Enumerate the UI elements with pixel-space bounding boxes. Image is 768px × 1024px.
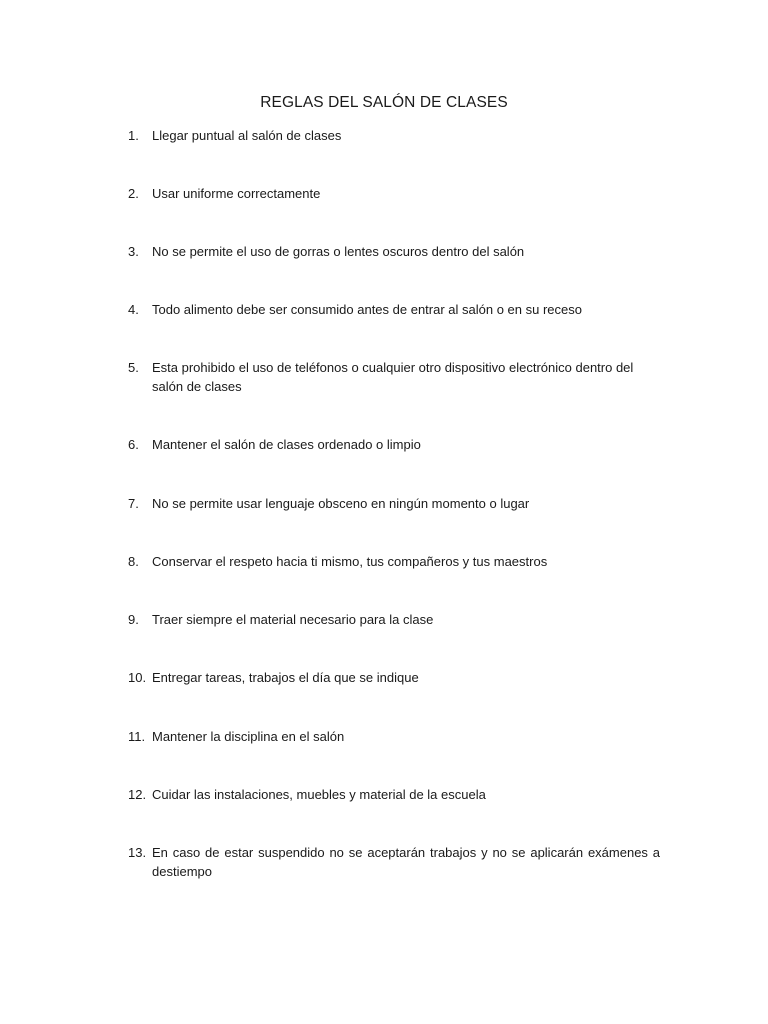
page-title: REGLAS DEL SALÓN DE CLASES (260, 94, 508, 111)
rule-number: 11. (128, 729, 146, 744)
rule-text: Usar uniforme correctamente (152, 186, 321, 201)
rule-text: Esta prohibido el uso de teléfonos o cualquier otro dispositivo electrónico dentro del salón de clases (152, 360, 634, 394)
rule-text: En caso de estar suspendido no se aceptarán trabajos y no se aplicarán exámenes a destiempo (152, 845, 660, 879)
rule-text: Entregar tareas, trabajos el día que se indique (152, 670, 419, 685)
rule-number: 1. (128, 128, 139, 143)
rule-text: Todo alimento debe ser consumido antes de entrar al salón o en su receso (152, 302, 582, 317)
rule-item (128, 126, 660, 145)
rule-text: Cuidar las instalaciones, muebles y material de la escuela (152, 787, 486, 802)
rule-item (128, 358, 660, 396)
rule-number: 7. (128, 496, 139, 511)
rule-item (128, 494, 660, 513)
rule-number: 13. (128, 845, 147, 860)
rule-text: Traer siempre el material necesario para la clase (152, 612, 434, 627)
rule-item (128, 610, 660, 629)
rule-item (128, 242, 660, 261)
rule-number: 3. (128, 244, 139, 259)
rule-number: 10. (128, 670, 147, 685)
rule-item (128, 552, 660, 571)
rule-text: No se permite usar lenguaje obsceno en ningún momento o lugar (152, 496, 530, 511)
rule-item (128, 184, 660, 203)
rule-number: 4. (128, 302, 139, 317)
rule-number: 6. (128, 437, 139, 452)
rule-text: Mantener la disciplina en el salón (152, 729, 345, 744)
rule-text: Llegar puntual al salón de clases (152, 128, 342, 143)
rule-item (128, 435, 660, 454)
rule-item (128, 843, 660, 881)
rule-text: Conservar el respeto hacia ti mismo, tus compañeros y tus maestros (152, 554, 548, 569)
rule-text: No se permite el uso de gorras o lentes oscuros dentro del salón (152, 244, 525, 259)
rule-number: 8. (128, 554, 139, 569)
rule-number: 9. (128, 612, 139, 627)
rule-item (128, 668, 660, 687)
rule-number: 5. (128, 360, 139, 375)
rule-text: Mantener el salón de clases ordenado o limpio (152, 437, 421, 452)
rule-item (128, 300, 660, 319)
rule-item (128, 727, 660, 746)
rule-item (128, 785, 660, 804)
rule-number: 12. (128, 787, 147, 802)
rule-number: 2. (128, 186, 139, 201)
